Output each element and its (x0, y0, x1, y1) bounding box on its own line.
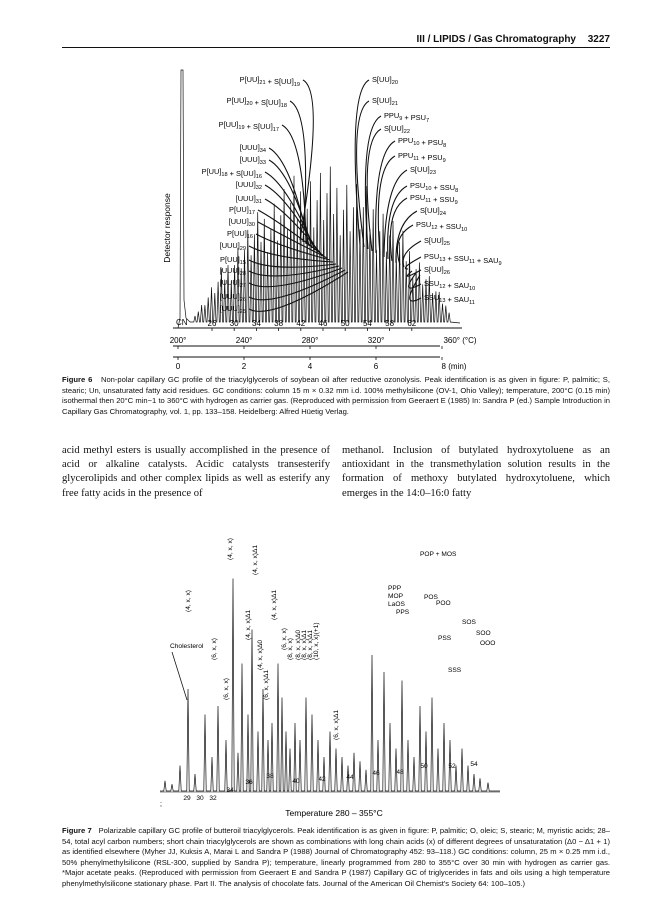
figure7-vertical-label: (4, x, x)Δ0 (257, 639, 264, 670)
figure7-vertical-label: (4, x, x) (185, 590, 192, 612)
cn-tick-label: 54 (362, 319, 372, 328)
figure7-vertical-label: (8, x, x)Δ1 (301, 629, 308, 660)
figure7-vertical-label: (6, x, x) (281, 628, 288, 650)
figure7-cn-number: 38 (266, 773, 274, 780)
figure7-peak-label: POP + MOS (420, 551, 457, 558)
figure6-right-peak-label: $S[UU]_{26}$ (424, 265, 450, 276)
figure7-vertical-label: (10, x, x)(+1) (313, 622, 320, 660)
time-tick-label: 0 (175, 362, 181, 371)
figure7-caption-text: Polarizable capillary GC profile of butteroil triacylglycerols. Peak identification is as given in figure: P, palmitic; O, oleic; S, stearic; M, myristic acids; 28–54, total acyl carbon numbers; short chain triacylglycerols are shown as combinations with long chain acids (x) of different degrees of unsaturatation (Δ0 − Δ1 + 1) as identified elsewhere (Myher JJ, Kuksis A, Marai L and Sandra P (1988) Journal of Chromatography 452: 93–118.) GC conditions: column, 25 m × 0.25 mm i.d., 50% phenylmethylsilicone (RSL-300, supplied by Sandra P); temperature, linearly programmed from 280 to 355°C over 30 min with hydrogen as carrier gas. *Major acetate peaks. (Reproduced with permission from Geeraert E and Sandra P (1987) Capillary GC of triglycerides in fats and oils using a high temperature phenylmethylsilicone stationary phase. Part II. The analysis of chocolate fats. Journal of the American Oil Chemist's Society 64: 100–105.) (62, 826, 610, 888)
figure6-left-peak-label: $[UUU]_{33}$ (239, 155, 266, 166)
cn-tick-label: 42 (296, 319, 306, 328)
figure7-cn-number: 30 (196, 795, 204, 802)
temp-tick-label: 200° (169, 336, 187, 345)
figure6-left-peak-label: $[UUU]_{28}$ (219, 266, 246, 277)
figure6-right-peak-label: $S[UU]_{25}$ (424, 236, 450, 247)
figure7-marker: ; (160, 801, 162, 808)
cn-tick-label: 30 (229, 319, 239, 328)
cn-tick-label: 62 (407, 319, 417, 328)
figure7-cn-number: 52 (448, 763, 456, 770)
time-tick-label: 4 (307, 362, 313, 371)
figure7-cn-number: 54 (470, 761, 478, 768)
figure7-vertical-label: (8, x, x)Δ0 (295, 629, 302, 660)
figure7-peak-label: SSS (448, 667, 462, 674)
figure6-right-peak-label: $PSU_{10} + SSU_8$ (410, 181, 459, 194)
cn-axis-label: CN (176, 318, 188, 327)
figure6-caption-text: Non-polar capillary GC profile of the triacylglycerols of soybean oil after reductive ozonolysis. Peak identification is as given in figure: P, palmitic; S, stearic; Un, unsaturated fatty acid residues. GC conditions: column 15 m × 0.32 mm i.d. 100% methylsilicone (OV-1, Ohio Valley); temperature, 200°C (0.15 min) isothermal then 20°C min−1 to 360°C with hydrogen as carrier gas. (Reproduced with permission from Geeraert E (1985) In: Sandra P (ed.) Sample Introduction in Capillary Gas Chromatography, vol. 1, pp. 133–158. Heidelberg: Alfred Hüetig Verlag. (62, 375, 610, 416)
temp-tick-label: 240° (235, 336, 253, 345)
figure7-peak-label: SOS (462, 619, 476, 626)
cn-tick-label: 38 (274, 319, 284, 328)
figure6-right-peak-label: $S[UU]_{21}$ (372, 96, 398, 107)
figure7-peak-label: POO (436, 600, 451, 607)
figure6-right-peak-label: $S[UU]_{20}$ (372, 75, 398, 86)
figure6-left-peak-label: $[UUU]_{30}$ (228, 217, 255, 228)
figure7-vertical-label: (4, x, x)Δ1 (245, 609, 252, 640)
body-text-column-1: acid methyl esters is usually accomplished in the presence of acid or alkaline catalysts. Acidic catalysts transesterify glycerolipids and other complex lipids as well as esterify any free fatty acids in the presence of (62, 445, 330, 499)
temp-tick-label: 280° (301, 336, 319, 345)
figure6-right-peak-label: $PPU_9 + PSU_7$ (384, 111, 430, 124)
figure7-cn-number: 29 (183, 795, 191, 802)
figure6-right-peak-label: $PPU_{10} + PSU_8$ (398, 136, 447, 149)
figure6-right-peak-label: $PSU_{12} + SSU_{10}$ (416, 220, 468, 233)
figure7-axis-label: Temperature 280 – 355°C (285, 808, 383, 818)
figure7-vertical-label: (6, x, x) (211, 638, 218, 660)
figure6-left-peak-label: $[UUU]_{31}$ (235, 194, 262, 205)
figure7-cn-number: 48 (396, 769, 404, 776)
figure7-peak-label: MOP (388, 593, 404, 600)
figure7-caption-label: Figure 7 (62, 826, 92, 835)
figure7-peak-labels (170, 551, 495, 700)
cn-tick-label: 46 (318, 319, 328, 328)
figure6-left-peak-label: $[UUU]_{25}$ (219, 304, 246, 315)
figure7-vertical-label: (4, x, x)Δ1 (252, 544, 259, 575)
figure6-left-peak-label: $[UUU]_{32}$ (235, 180, 262, 191)
time-tick-label: 2 (241, 362, 247, 371)
figure6-left-peak-label: $P[UU]_{18} + S[UU]_{16}$ (201, 167, 262, 180)
figure6-right-peak-label: $S[UU]_{24}$ (420, 206, 446, 217)
figure7-caption (62, 826, 610, 890)
figure7-vertical-label: (6, x, x) (223, 678, 230, 700)
time-tick-label: 6 (373, 362, 379, 371)
figure7-cn-number: 34 (226, 787, 234, 794)
figure6-left-peak-label: $P[UU]_{19} + S[UU]_{17}$ (218, 120, 279, 133)
figure7-cn-number: 42 (318, 776, 326, 783)
figure6-right-peak-label: $PPU_{11} + PSU_9$ (398, 151, 446, 164)
figure7-cn-number: 50 (420, 763, 428, 770)
figure7-cn-number: 46 (372, 770, 380, 777)
figure6-left-peak-label: $P[UU]_{21} + S[UU]_{19}$ (239, 75, 300, 88)
figure6-right-peak-label: $PSU_{13} + SSU_{11} + SAU_9$ (424, 252, 502, 267)
figure7-trace (160, 579, 500, 793)
figure6-right-peak-label: $SSU_{13} + SAU_{11}$ (424, 293, 475, 306)
figure7-cn-number: 40 (292, 778, 300, 785)
figure7-peak-label: SOO (476, 630, 491, 637)
figure7-peak-label: PPP (388, 585, 402, 592)
figure6-caption-label: Figure 6 (62, 375, 93, 384)
figure7-peak-label: PSS (438, 635, 452, 642)
figure7-vertical-label: (4, x, x) (227, 538, 234, 560)
temp-tick-label: 360° (°C) (443, 336, 477, 345)
cn-tick-label: 50 (340, 319, 350, 328)
figure6-left-peak-label: $[UUU]_{34}$ (239, 143, 266, 154)
figure7-peak-label: Cholesterol (170, 643, 204, 650)
figure7-vertical-label: (6, x, x)Δ1 (333, 709, 340, 740)
figure7-vertical-label: (8, x, x)Δ1 (307, 629, 314, 660)
figure7-peak-label: LaOS (388, 601, 405, 608)
figure7-vertical-label: (8, x, x) (287, 638, 294, 660)
figure7-cn-number: 36 (245, 779, 253, 786)
body-text-column-2: methanol. Inclusion of butylated hydroxytoluene as an antioxidant in the transmethylation solution results in the formation of methoxy butylated hydroxytoluene, which emerges in the 14:0–16:0 fatty (342, 445, 610, 499)
figure6-right-peak-label: $SSU_{12} + SAU_{10}$ (424, 279, 476, 292)
temp-tick-label: 320° (367, 336, 385, 345)
figure6-left-peak-label: $P[UU]_{20} + S[UU]_{18}$ (226, 96, 287, 109)
figure7-peak-label: PPS (396, 609, 410, 616)
figure6-left-peak-label: $P[UU]_{16}$ (227, 229, 253, 240)
figure6-left-peak-label: $P[UU]_{15}$ (220, 255, 246, 266)
figure6-left-peak-label: $P[UU]_{17}$ (229, 205, 255, 216)
figure6-left-peak-label: $[UUU]_{26}$ (219, 292, 246, 303)
figure6-left-peak-label: $[UUU]_{29}$ (219, 241, 246, 252)
header-title: III / LIPIDS / Gas Chromatography (416, 34, 576, 45)
cn-tick-label: 34 (251, 319, 261, 328)
figure7-vertical-label: (4, x, x)Δ1 (271, 589, 278, 620)
figure7-cn-number: 44 (346, 774, 354, 781)
figure7-peak-label: OOO (480, 640, 496, 647)
time-tick-label: 8 (min) (441, 362, 467, 371)
figure6-right-peak-label: $PSU_{11} + SSU_9$ (410, 193, 458, 206)
figure6-left-peak-label: $[UUU]_{27}$ (219, 278, 246, 289)
figure7-vertical-label: (6, x, x)Δ1 (263, 669, 270, 700)
figure6-y-axis-label: Detector response (162, 193, 172, 263)
figure7-cn-number: 32 (209, 795, 217, 802)
cn-tick-label: 58 (385, 319, 395, 328)
figure6-right-peak-label: $S[UU]_{22}$ (384, 124, 410, 135)
figure6-right-peak-label: $S[UU]_{23}$ (410, 165, 436, 176)
cn-tick-label: 26 (207, 319, 217, 328)
figure7-peak-label: POS (424, 594, 438, 601)
page-number: 3227 (587, 34, 610, 45)
